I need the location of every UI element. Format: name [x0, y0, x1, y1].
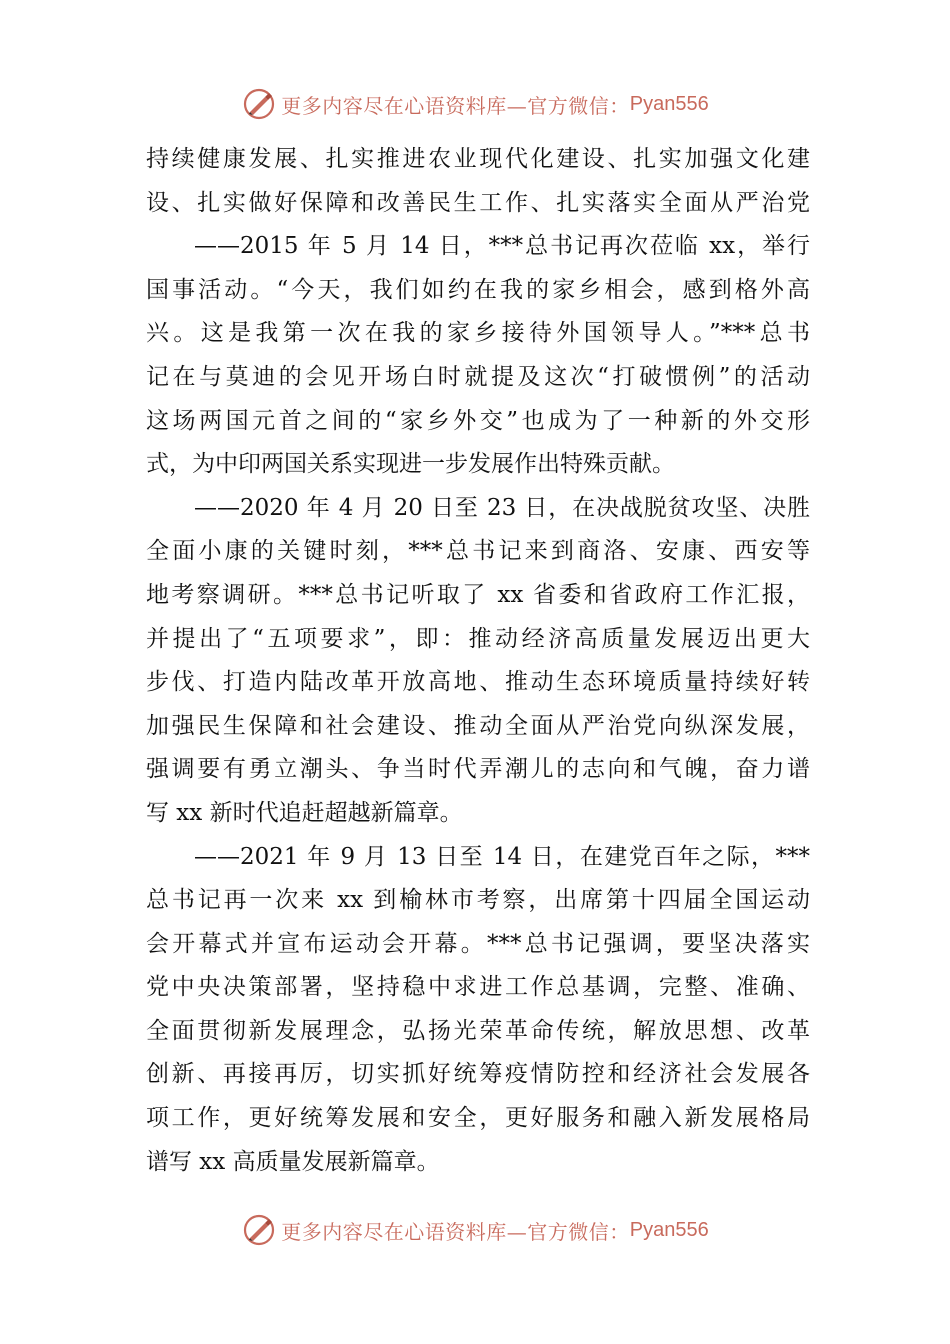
body-line: 国事活动。“今天，我们如约在我的家乡相会，感到格外高 [146, 276, 810, 303]
body-line: 这场两国元首之间的“家乡外交”也成为了一种新的外交形 [146, 407, 810, 434]
body-line: 并提出了“五项要求”，即：推动经济高质量发展迈出更大 [146, 625, 810, 652]
body-line: 会开幕式并宣布运动会开幕。***总书记强调，要坚决落实 [146, 930, 810, 957]
body-line: 地考察调研。***总书记听取了 xx 省委和省政府工作汇报， [146, 581, 810, 608]
body-line: 式，为中印两国关系实现进一步发展作出特殊贡献。 [146, 451, 675, 478]
header-wechat-id: Pyan556 [629, 92, 709, 115]
pen-logo-icon [241, 86, 277, 122]
body-line: 加强民生保障和社会建设、推动全面从严治党向纵深发展， [146, 712, 810, 739]
body-line: 兴。这是我第一次在我的家乡接待外国领导人。”***总书 [146, 320, 810, 347]
body-line: ——2020 年 4 月 20 日至 23 日，在决战脱贫攻坚、决胜 [194, 494, 810, 521]
body-line: 全面贯彻新发展理念，弘扬光荣革命传统，解放思想、改革 [146, 1017, 810, 1044]
body-line: 记在与莫迪的会见开场白时就提及这次“打破惯例”的活动 [146, 363, 810, 390]
body-line: 写 xx 新时代追赶超越新篇章。 [146, 799, 463, 826]
header-banner [0, 84, 950, 124]
body-line: 步伐、打造内陆改革开放高地、推动生态环境质量持续好转 [146, 669, 810, 696]
body-line: ——2021 年 9 月 13 日至 14 日，在建党百年之际，*** [194, 843, 810, 870]
header-banner-text: 更多内容尽在心语资料库—官方微信： [281, 93, 630, 118]
body-line: 项工作，更好统筹发展和安全，更好服务和融入新发展格局 [146, 1105, 810, 1132]
footer-wechat-id: Pyan556 [629, 1218, 709, 1241]
footer-banner-text: 更多内容尽在心语资料库—官方微信： [281, 1219, 630, 1244]
body-line: 创新、再接再厉，切实抓好统筹疫情防控和经济社会发展各 [146, 1061, 810, 1088]
body-line: 总书记再一次来 xx 到榆林市考察，出席第十四届全国运动 [146, 887, 810, 914]
body-line: 持续健康发展、扎实推进农业现代化建设、扎实加强文化建 [146, 146, 810, 172]
pen-logo-icon [241, 1212, 277, 1248]
body-line: 设、扎实做好保障和改善民生工作、扎实落实全面从严治党 [146, 189, 810, 216]
body-line: ——2015 年 5 月 14 日，***总书记再次莅临 xx，举行 [194, 233, 810, 260]
document-body [146, 138, 810, 1184]
footer-banner [0, 1210, 950, 1250]
body-line: 谱写 xx 高质量发展新篇章。 [146, 1148, 440, 1175]
body-line: 强调要有勇立潮头、争当时代弄潮儿的志向和气魄，奋力谱 [146, 756, 810, 783]
body-line: 全面小康的关键时刻，***总书记来到商洛、安康、西安等 [146, 538, 810, 565]
body-line: 党中央决策部署，坚持稳中求进工作总基调，完整、准确、 [146, 974, 810, 1001]
